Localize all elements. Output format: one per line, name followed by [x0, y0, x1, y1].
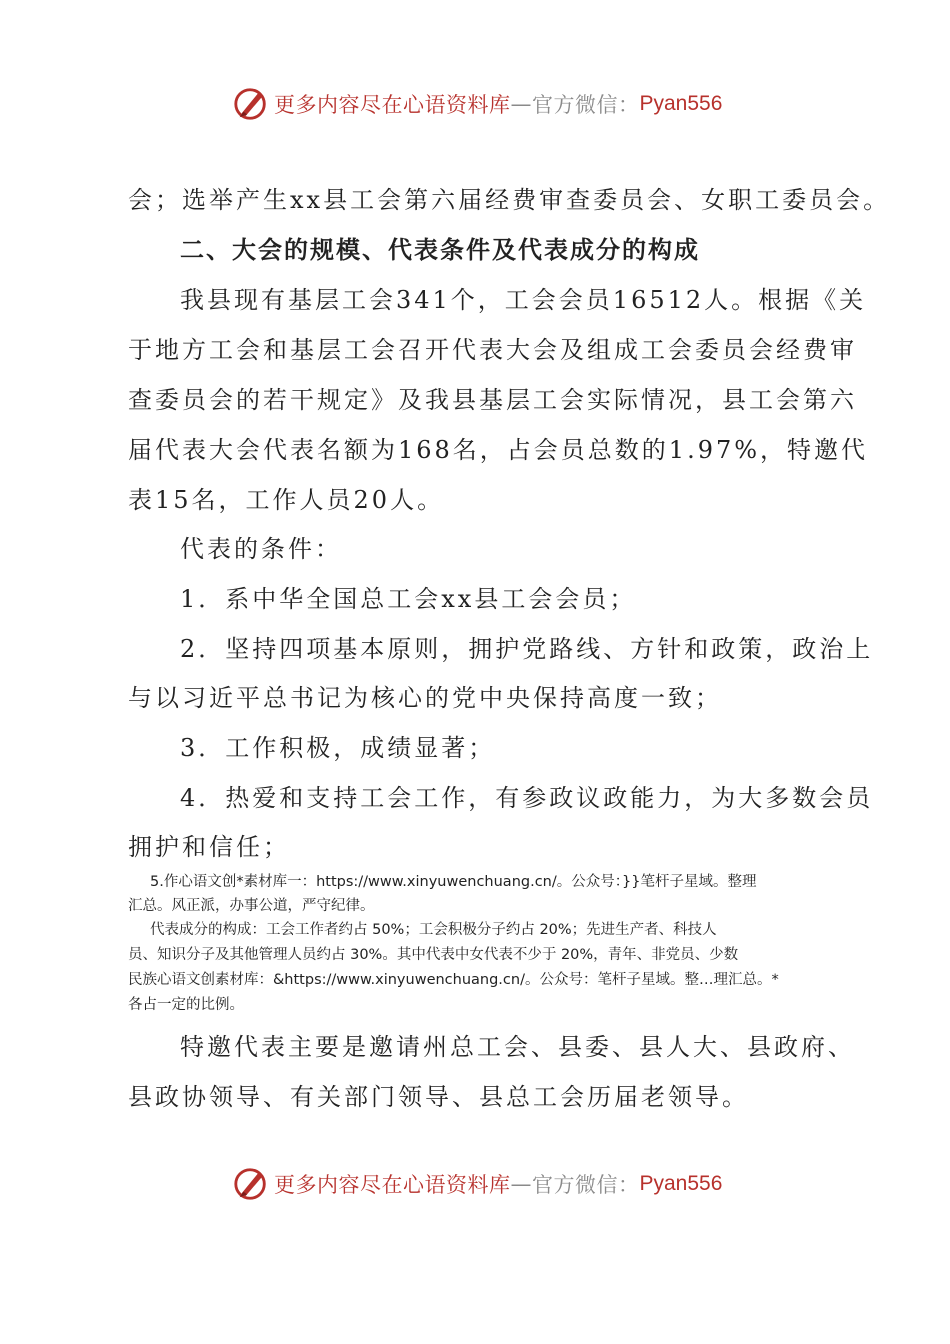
small-text-line: 代表成分的构成：工会工作者约占 50%；工会积极分子约占 20%；先进生产者、科技人	[150, 922, 717, 938]
banner-wechat-id: Pyan556	[639, 92, 723, 115]
banner-dash: —	[510, 1172, 532, 1196]
banner-title: 更多内容尽在心语资料库	[274, 93, 511, 117]
list-item-continued: 拥护和信任；	[128, 833, 290, 861]
text-line: 会；选举产生xx县工会第六届经费审查委员会、女职工委员会。	[128, 186, 891, 214]
list-item: 3．工作积极，成绩显著；	[180, 734, 496, 762]
list-item-continued: 与以习近平总书记为核心的党中央保持高度一致；	[128, 684, 722, 712]
paragraph-line: 特邀代表主要是邀请州总工会、县委、县人大、县政府、	[180, 1033, 855, 1061]
small-text-line: 民族心语文创素材库：&https://www.xinyuwenchuang.cn/。公众号：笔杆子星域。整…理汇总。*	[128, 972, 779, 988]
banner-wechat-label: 官方微信：	[532, 93, 640, 117]
pen-logo-icon	[232, 1165, 270, 1203]
footer-banner	[232, 1164, 722, 1204]
list-item: 2．坚持四项基本原则，拥护党路线、方针和政策，政治上	[180, 635, 874, 663]
banner-dash: —	[510, 92, 532, 116]
small-text-line: 汇总。风正派，办事公道，严守纪律。	[128, 898, 375, 914]
banner-title: 更多内容尽在心语资料库	[274, 1173, 511, 1197]
paragraph-line: 届代表大会代表名额为168名，占会员总数的1.97%，特邀代	[128, 436, 869, 464]
pen-logo-icon	[232, 85, 270, 123]
list-item: 1．系中华全国总工会xx县工会会员；	[180, 585, 637, 613]
paragraph-line: 于地方工会和基层工会召开代表大会及组成工会委员会经费审	[128, 336, 857, 364]
banner-wechat-label: 官方微信：	[532, 1173, 640, 1197]
banner-wechat-id: Pyan556	[639, 1172, 723, 1195]
small-text-line: 5.作心语文创*素材库一：https://www.xinyuwenchuang.cn/。公众号：}}笔杆子星域。整理	[150, 874, 757, 890]
conditions-title: 代表的条件：	[180, 535, 342, 563]
small-text-line: 员、知识分子及其他管理人员约占 30%。其中代表中女代表不少于 20%，青年、非党员、少数	[128, 947, 739, 963]
paragraph-line: 我县现有基层工会341个，工会会员16512人。根据《关	[180, 286, 867, 314]
paragraph-line: 表15名，工作人员20人。	[128, 486, 445, 514]
section-heading: 二、大会的规模、代表条件及代表成分的构成	[180, 236, 700, 264]
small-text-line: 各占一定的比例。	[128, 997, 244, 1013]
header-banner	[232, 84, 722, 124]
paragraph-line: 查委员会的若干规定》及我县基层工会实际情况，县工会第六	[128, 386, 857, 414]
list-item: 4．热爱和支持工会工作，有参政议政能力，为大多数会员	[180, 784, 874, 812]
paragraph-line: 县政协领导、有关部门领导、县总工会历届老领导。	[128, 1083, 749, 1111]
